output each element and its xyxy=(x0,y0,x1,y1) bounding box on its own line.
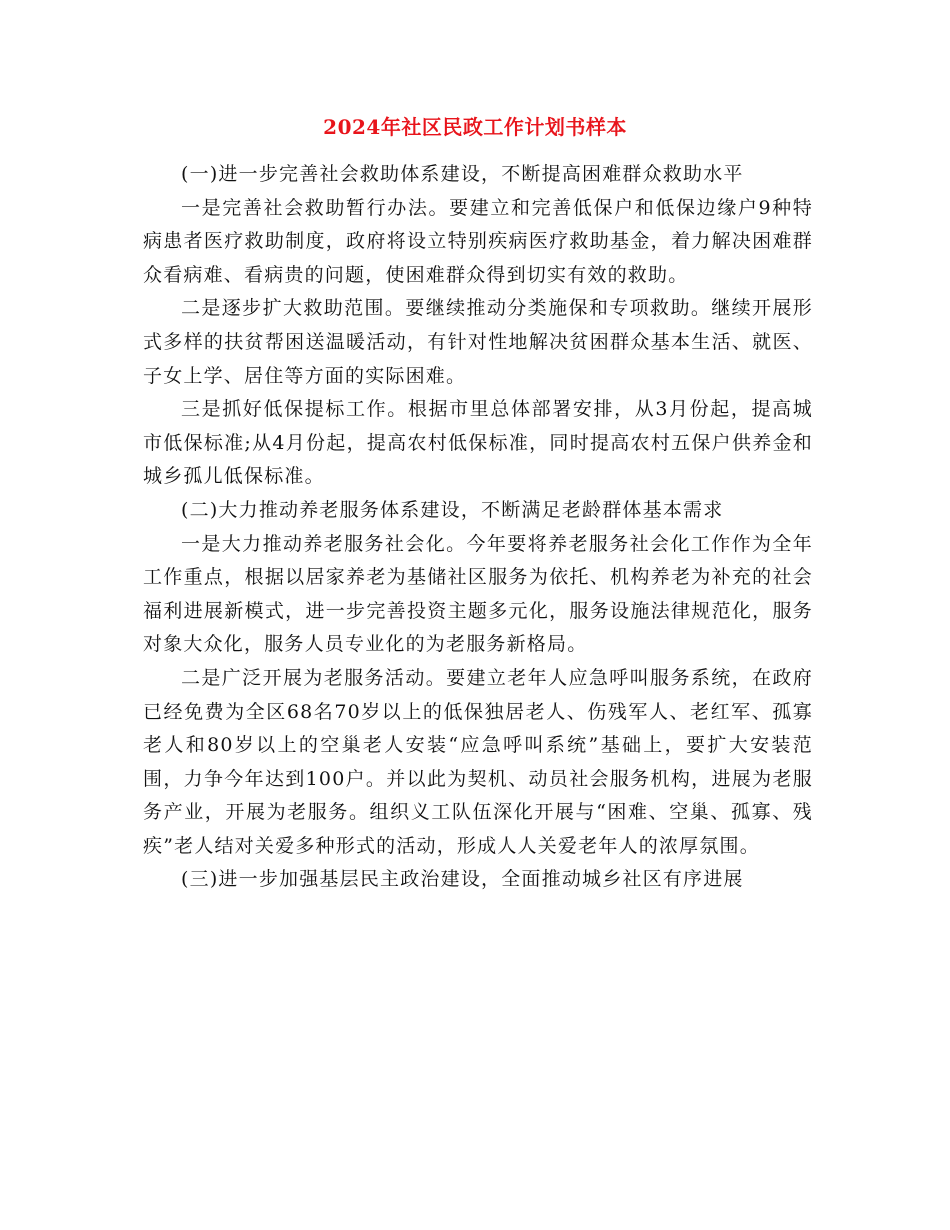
section-heading-1: (一)进一步完善社会救助体系建设，不断提高困难群众救助水平 xyxy=(181,163,744,185)
paragraph: 二是逐步扩大救助范围。要继续推动分类施保和专项救助。继续开展形式多样的扶贫帮困送温暖活动，有针对性地解决贫困群众基本生活、就医、子女上学、居住等方面的实际困难。 xyxy=(143,297,813,387)
paragraph: 二是广泛开展为老服务活动。要建立老年人应急呼叫服务系统，在政府已经免费为全区68名70岁以上的低保独居老人、伤残军人、老红军、孤寡老人和80岁以上的空巢老人安装“应急呼叫系统”基础上，要扩大安装范围，力争今年达到100户。并以此为契机、动员社会服务机构，进展为老服务产业，开展为老服务。组织义工队伍深化开展与“困难、空巢、孤寡、残疾”老人结对关爱多种形式的活动，形成人人关爱老年人的浓厚氛围。 xyxy=(143,666,813,857)
document-body xyxy=(143,158,813,897)
section-heading-2: (二)大力推动养老服务体系建设，不断满足老龄群体基本需求 xyxy=(181,498,724,521)
paragraph: 一是完善社会救助暂行办法。要建立和完善低保户和低保边缘户9种特病患者医疗救助制度，政府将设立特别疾病医疗救助基金，着力解决困难群众看病难、看病贵的问题，使困难群众得到切实有效的救助。 xyxy=(143,196,813,286)
paragraph: 一是大力推动养老服务社会化。今年要将养老服务社会化工作作为全年工作重点，根据以居家养老为基储社区服务为依托、机构养老为补充的社会福利进展新模式，进一步完善投资主题多元化，服务设施法律规范化，服务对象大众化，服务人员专业化的为老服务新格局。 xyxy=(143,532,813,656)
section-heading-3: (三)进一步加强基层民主政治建设，全面推动城乡社区有序进展 xyxy=(181,868,744,891)
paragraph: 三是抓好低保提标工作。根据市里总体部署安排，从3月份起，提高城市低保标准;从4月份起，提高农村低保标准，同时提高农村五保户供养金和城乡孤儿低保标准。 xyxy=(143,398,813,488)
document-title: 2024年社区民政工作计划书样本 xyxy=(323,115,627,139)
